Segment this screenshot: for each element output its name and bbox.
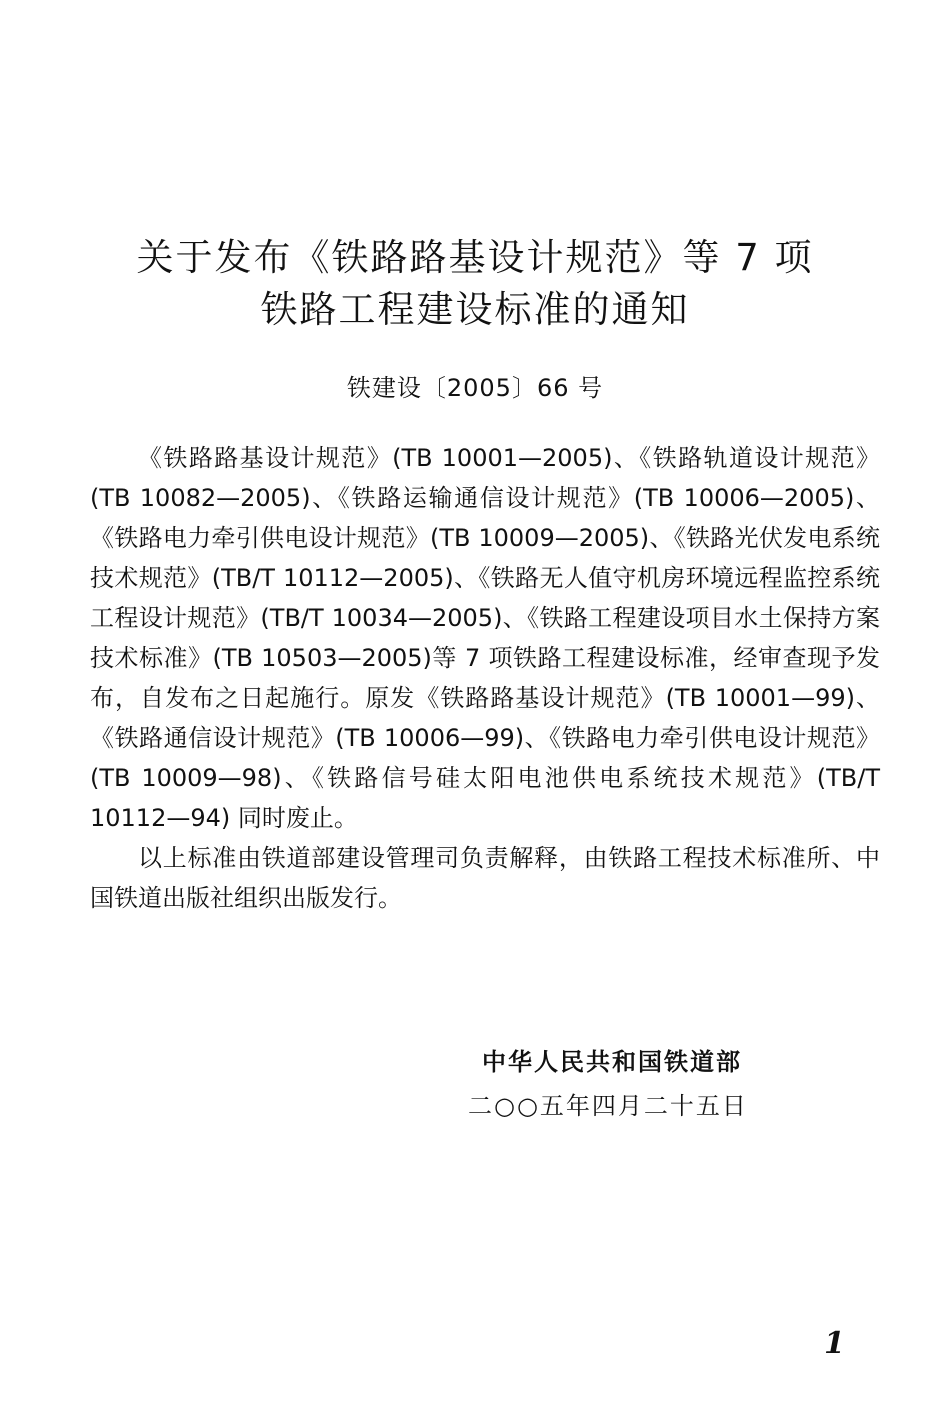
title-line-1: 关于发布《铁路路基设计规范》等 7 项 bbox=[136, 236, 814, 279]
document-title bbox=[0, 232, 950, 336]
page-number: 1 bbox=[824, 1326, 845, 1361]
body-paragraph-2: 以上标准由铁道部建设管理司负责解释，由铁路工程技术标准所、中国铁道出版社组织出版发行。 bbox=[90, 844, 880, 912]
title-line-2: 铁路工程建设标准的通知 bbox=[260, 288, 690, 331]
body-paragraph-1: 《铁路路基设计规范》(TB 10001—2005)、《铁路轨道设计规范》(TB 10082—2005)、《铁路运输通信设计规范》(TB 10006—2005)、《铁路电力牵引供电设计规范》(TB 10009—2005)、《铁路光伏发电系统技术规范》(TB/T 10112—2005)、《铁路无人值守机房环境远程监控系统工程设计规范》(TB/T 10034—2005)、《铁路工程建设项目水土保持方案技术标准》(TB 10503—2005)等 7 项铁路工程建设标准，经审查现予发布，自发布之日起施行。原发《铁路路基设计规范》(TB 10001—99)、《铁路通信设计规范》(TB 10006—99)、《铁路电力牵引供电设计规范》(TB 10009—98)、《铁路信号硅太阳电池供电系统技术规范》(TB/T 10112—94) 同时废止。 bbox=[90, 444, 880, 832]
document-body bbox=[90, 438, 880, 918]
issuer-name: 中华人民共和国铁道部 bbox=[482, 1048, 742, 1076]
issue-date: 二○○五年四月二十五日 bbox=[468, 1092, 748, 1120]
document-number: 铁建设〔2005〕66 号 bbox=[346, 374, 604, 402]
signature-block bbox=[468, 1040, 748, 1128]
